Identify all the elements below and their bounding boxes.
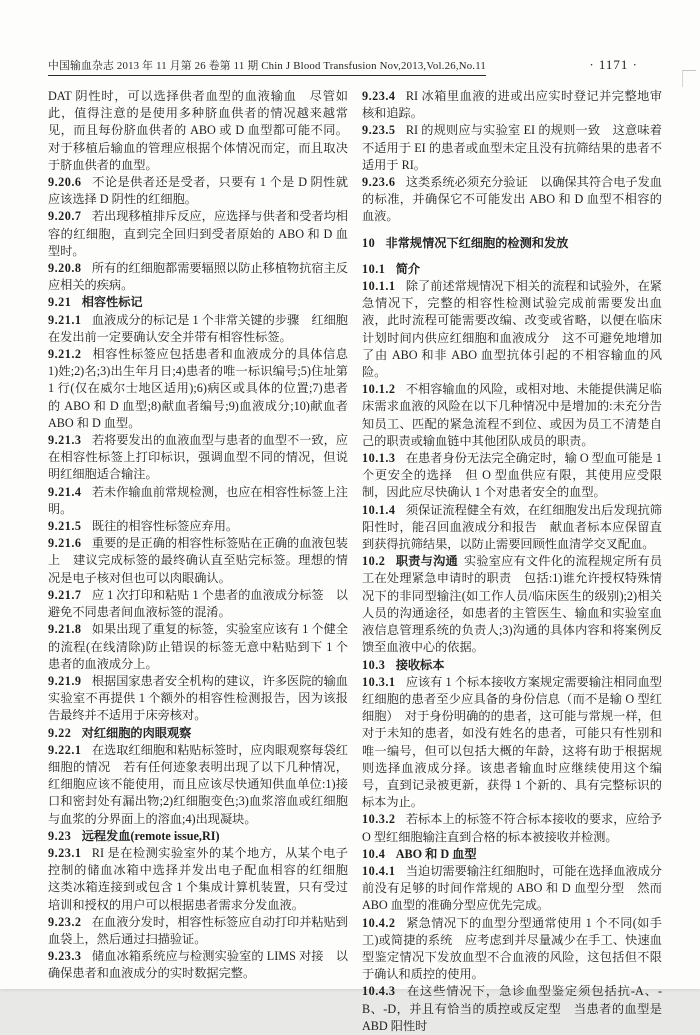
clause-text: 根据国家患者安全机构的建议，许多医院的输血实验室不再提供 1 个额外的相容性检测报告，因为该报告最终并不适用于床旁核对。 [48,673,348,723]
clause-number: 9.23 [48,828,72,843]
clause-number: 10.1.1 [362,279,396,294]
clause-text: 这类系统必须充分验证 以确保其符合电子发血的标准，并确保它不可能发出 ABO 和 D 血型不相容的血液。 [362,175,662,224]
clause-text: 若未作输血前常规检测，也应在相容性标签上注明。 [48,484,348,516]
clause-paragraph [48,260,348,294]
clause-number: 9.21.7 [48,587,82,602]
chapter-heading [362,235,662,252]
clause-text: RI 是在检测实验室外的某个地方，从某个电子控制的储血冰箱中选择并发出电子配血相容的红细胞 这类冰箱连接到或包含 1 个集成计算机装置，只有受过培训和授权的用户可以根据患者需求分发血液。 [48,845,361,912]
clause-paragraph [48,432,348,484]
clause-text: 既往的相容性标签应弃用。 [91,519,239,534]
clause-number: 10.4.1 [362,863,396,878]
clause-paragraph [362,983,662,1035]
clause-number: 9.23.6 [362,175,396,190]
clause-text: 当迫切需要输注红细胞时，可能在选择血液成分前没有足够的时间作常规的 ABO 和 D 血型分型 然而 ABO 血型的准确分型应优先完成。 [362,863,662,913]
clause-paragraph [48,742,348,828]
clause-number: 10.4.2 [362,915,396,930]
clause-text: 应该有 1 个标本接收方案规定需要输注相同血型红细胞的患者至少应具备的身份信息（而不是输 O 型红细胞） 对于身份明确的的患者，这可能与常规一样，但对于未知的患者，如没有姓名的患者，可能只有性别和唯一编号，但可以包括大概的年龄，这将有助于根据规则选择血液成分择。该患者输血时应继续使用这个编号，直到记录被更新，获得 1 个新的、具有完整标识的标本为止。 [362,674,662,810]
clause-title: ABO 和 D 血型 [395,846,477,861]
clause-number: 9.20.7 [48,209,82,224]
page-content [48,88,662,1035]
clause-number: 10.4 [362,846,386,861]
clause-text: 须保证流程健全有效，在红细胞发出后发现抗筛阳性时，能召回血液成分和报告 献血者标本应保留直到获得抗筛结果，以防止需要回顾性血清学交叉配血。 [362,502,662,552]
clause-paragraph [362,811,662,845]
clause-text: 储血冰箱系统应与检测实验室的 LIMS 对接 以确保患者和血液成分的实时数据完整。 [48,949,348,981]
clause-title: 相容性标记 [81,295,143,310]
clause-paragraph [48,174,348,208]
clause-number: 9.20.6 [48,175,82,190]
page-header [48,57,664,76]
clause-paragraph [362,863,662,915]
clause-text: 紧急情况下的血型分型通常使用 1 个不同(如手工)或简捷的系统 应考虑到并尽量减少在手工、快速血型鉴定情况下发放血型不合血液的风险，这包括但不限于确认和质控的使用。 [362,915,662,982]
clause-paragraph [362,381,662,450]
clause-title: 非常规情况下红细胞的检测和发放 [385,235,569,250]
clause-number: 10.1.2 [362,382,396,397]
clause-text: RI 的规则应与实验室 EI 的规则一致 这意味着不适用于 EI 的患者或血型未定且没有抗筛结果的患者不适用于 RI。 [362,123,662,172]
clause-number: 9.21.5 [48,519,82,534]
clause-text: 在患者身份无法完全确定时，输 O 型血可能是 1 个更安全的选择 但 O 型血供应有限，其使用应受限制，因此应尽快确认 1 个对患者安全的血型。 [362,451,662,500]
clause-text: 如果出现了重复的标签，实验室应该有 1 个健全的流程(在线清除)防止错误的标签无意中粘贴到下 1 个患者的血液成分上。 [48,622,348,671]
clause-number: 10.1.4 [362,502,396,517]
clause-text: 重要的是正确的相容性标签贴在正确的血液包装上 建议完成标签的最终确认直至贴完标签。理想的情况是电子核对但也可以肉眼确认。 [48,536,348,585]
clause-title: 职责与沟通 [395,554,458,569]
clause-paragraph [362,450,662,502]
clause-number: 10.4.3 [362,984,396,999]
clause-text: 若将要发出的血液血型与患者的血型不一致，应在相容性标签上打印标识，强调血型不同的情况，但说明红细胞适合输注。 [48,433,348,482]
journal-title: 中国输血杂志 2013 年 11 月第 26 卷第 11 期 Chin J Blood Transfusion Nov,2013,Vol.26,No.11 [48,58,486,76]
clause-number: 9.21.4 [48,484,82,499]
clause-paragraph [48,535,348,587]
clause-paragraph [48,208,348,260]
clause-text: 若出现移植排斥反应，应选择与供者和受者均相容的红细胞，直到完全回归到受者原始的 ABO 和 D 血型时。 [48,209,348,258]
clause-title: 对红细胞的肉眼观察 [81,725,192,740]
clause-paragraph [48,312,348,346]
clause-text: 除了前述常规情况下相关的流程和试验外，在紧急情况下，完整的相容性检测试验完成前需要发出血液，此时流程可能需要改编、改变或省略，以便在临床计划时间内供应红细胞和血液成分 这不可避免地增加了由 ABO 和非 ABO 血型抗体引起的不相容输血的风险。 [362,279,662,380]
clause-number: 9.20.8 [48,261,82,276]
right-column [362,88,662,1035]
clause-paragraph [362,174,662,226]
clause-paragraph [48,518,348,535]
clause-text: DAT 阴性时，可以选择供者血型的血液输血 尽管如此，值得注意的是使用多种脐血供者的情况越来越常见，而且每份脐血供者的 ABO 或 D 血型都可能不同。对于移植后输血的管理应根据个体情况而定，而且取决于脐血供者的血型。 [48,89,348,172]
clause-text: 若标本上的标签不符合标本接收的要求，应给予 O 型红细胞输注直到合格的标本被接收并检测。 [362,812,662,844]
clause-paragraph [362,915,662,984]
clause-text: 不论是供者还是受者，只要有 1 个是 D 阴性就应该选择 D 阴性的红细胞。 [48,175,348,207]
section-heading [362,657,662,674]
clause-paragraph [48,484,348,518]
clause-paragraph [48,948,348,982]
clause-number: 10.3.2 [362,812,396,827]
clause-paragraph [48,621,348,673]
clause-number: 10.1 [362,261,386,276]
clause-title: 远程发血(remote issue,RI) [81,828,220,843]
clause-paragraph [48,88,348,174]
clause-number: 9.21.1 [48,312,82,327]
section-heading [362,846,662,863]
scan-artifact [682,70,696,87]
clause-paragraph [48,845,361,914]
clause-paragraph [362,122,662,174]
clause-text: 在选取红细胞和粘贴标签时，应肉眼观察每袋红细胞的情况 若有任何迹象表明出现了以下几种情况，红细胞应该不能使用，而且应该尽快通知供血单位:1)接口和密封处有漏出物;2)红细胞变色;3)血浆溶血或红细胞与血浆的分界面上的溶血;4)出现凝块。 [48,742,348,826]
clause-paragraph [362,674,662,812]
clause-paragraph [48,346,348,432]
clause-number: 9.23.3 [48,949,82,964]
clause-number: 9.21.8 [48,622,82,637]
clause-paragraph [362,553,662,656]
section-heading [48,828,348,845]
clause-number: 10 [362,235,376,250]
clause-text: RI 冰箱里血液的进或出应实时登记并完整地审核和追踪。 [362,89,662,121]
left-column [48,88,361,1035]
clause-number: 9.21.2 [48,347,82,362]
clause-text: 在这些情况下，急诊血型鉴定须包括抗-A、-B、-D，并且有恰当的质控或反定型 当患者的血型是 ABD 阳性时 [362,984,662,1033]
clause-number: 9.22 [48,725,72,740]
clause-number: 10.3.1 [362,674,396,689]
clause-number: 9.21 [48,295,72,310]
page-number: · 1171 · [589,57,638,72]
clause-text: 血液成分的标记是 1 个非常关键的步骤 红细胞在发出前一定要确认安全并带有相容性标签。 [48,312,348,344]
clause-paragraph [48,587,348,621]
clause-text: 所有的红细胞都需要辐照以防止移植物抗宿主反应相关的疾病。 [48,261,348,293]
clause-title: 接收标本 [395,657,445,672]
clause-paragraph [362,88,662,122]
clause-text: 实验室应有文件化的流程规定所有员工在处理紧急申请时的职责 包括:1)谁允许授权特殊情况下的非同型输注(如工作人员/临床医生的级别);2)相关人员的沟通途径，如患者的主管医生、输血和实验室血液信息管理系统的负责人;3)沟通的具体内容和将案例反馈至血液中心的依据。 [362,554,663,655]
clause-number: 9.23.4 [362,89,396,103]
clause-text: 相容性标签应包括患者和血液成分的具体信息 1)姓;2)名;3)出生年月日;4)患者的唯一标识编号;5)住址第 1 行(仅在威尔士地区适用);6)病区或具体的位置;7)患者的 ABO 和 D 血型;8)献血者编号;9)血液成分;10)献血者 ABO 和 D 血型。 [48,347,348,430]
section-heading [48,725,348,742]
clause-text: 在血液分发时，相容性标签应自动打印并粘贴到血袋上，然后通过扫描验证。 [48,914,348,946]
clause-number: 9.23.2 [48,914,82,929]
clause-paragraph [362,502,662,554]
clause-number: 10.3 [362,657,386,672]
clause-title: 简介 [395,261,421,276]
clause-paragraph [362,278,662,381]
clause-number: 9.23.1 [48,845,82,860]
clause-number: 9.21.9 [48,673,82,688]
clause-number: 10.2 [362,554,386,569]
clause-paragraph [48,673,348,725]
clause-number: 9.21.6 [48,536,82,551]
section-heading [362,261,662,278]
clause-number: 10.1.3 [362,451,396,466]
clause-number: 9.23.5 [362,123,396,138]
clause-text: 应 1 次打印和粘贴 1 个患者的血液成分标签 以避免不同患者间血液标签的混淆。 [48,587,348,620]
section-heading [48,294,348,311]
clause-paragraph [48,914,348,948]
clause-number: 9.22.1 [48,742,82,757]
clause-text: 不相容输血的风险，或相对地、未能提供满足临床需求血液的风险在以下几种情况中是增加的:未充分告知员工、匹配的紧急流程不到位、或因为员工不清楚自己的职责或输血链中其他团队成员的职责。 [362,382,662,448]
clause-number: 9.21.3 [48,433,82,448]
